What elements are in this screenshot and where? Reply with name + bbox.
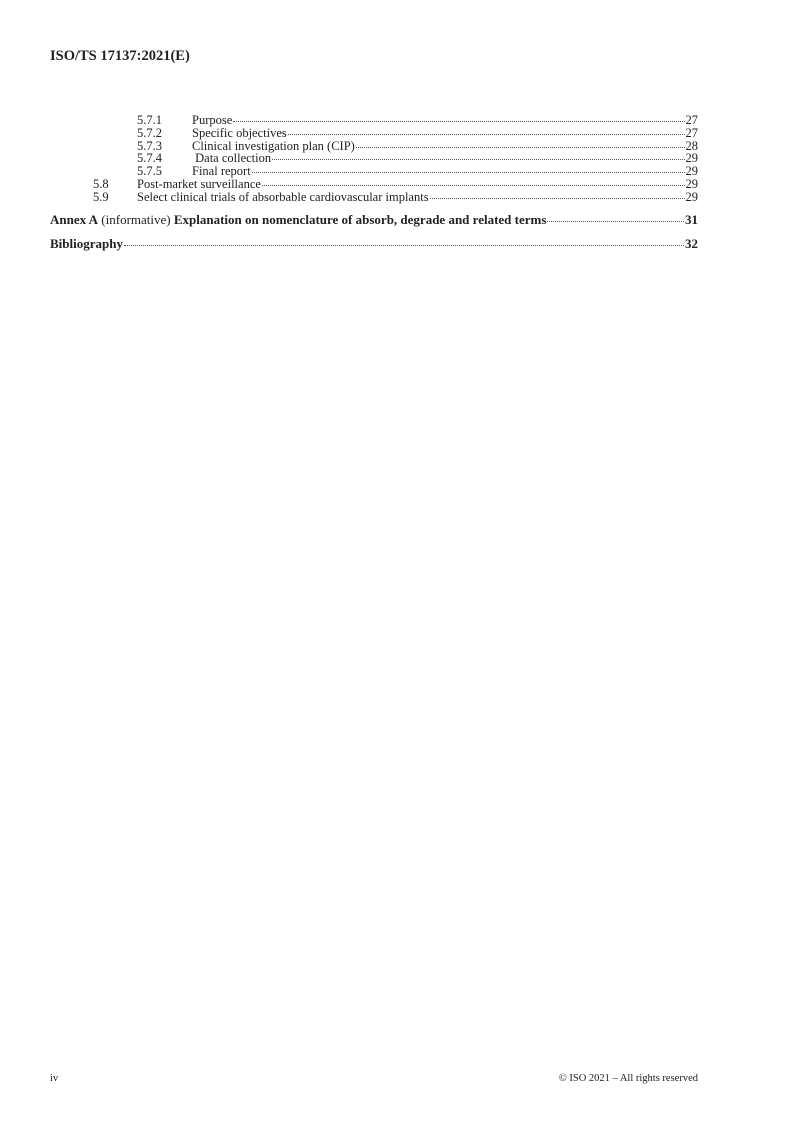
- page-footer: [50, 1073, 698, 1084]
- toc-number: 5.9: [93, 189, 109, 204]
- toc-page: 27: [685, 113, 698, 127]
- toc-number: 5.7.4: [137, 151, 162, 166]
- toc-page: 29: [685, 151, 698, 166]
- toc-entry-bibliography[interactable]: [50, 234, 698, 254]
- document-id-header: ISO/TS 17137:2021(E): [50, 48, 190, 64]
- toc-entry[interactable]: [50, 178, 698, 191]
- toc-title: Clinical investigation plan (CIP): [192, 138, 355, 153]
- table-of-contents: [50, 114, 698, 254]
- toc-title: Purpose: [192, 113, 233, 127]
- toc-page: 32: [685, 235, 698, 251]
- toc-entry[interactable]: [50, 127, 698, 140]
- annex-title: Explanation on nomenclature of absorb, degrade and related terms: [173, 211, 547, 227]
- toc-number: 5.7.5: [137, 164, 162, 179]
- bibliography-title: Bibliography: [50, 235, 123, 251]
- toc-title: Data collection: [192, 151, 272, 166]
- toc-title: Specific objectives: [192, 125, 287, 140]
- toc-entry-annex-a[interactable]: [50, 210, 698, 230]
- toc-number: 5.8: [93, 176, 109, 191]
- copyright-notice: © ISO 2021 – All rights reserved: [558, 1073, 698, 1084]
- toc-page: 28: [685, 138, 698, 153]
- toc-number: 5.7.3: [137, 138, 162, 153]
- toc-title: Select clinical trials of absorbable cardiovascular implants: [137, 189, 429, 204]
- toc-number: 5.7.1: [137, 113, 162, 127]
- leader-dots: [430, 198, 685, 199]
- page-number: iv: [50, 1073, 59, 1084]
- annex-label: Annex A: [50, 211, 99, 227]
- toc-page: 29: [685, 176, 698, 191]
- toc-title: Final report: [192, 164, 251, 179]
- toc-page: 29: [685, 164, 698, 179]
- leader-dots: [124, 245, 684, 246]
- toc-page: 29: [685, 189, 698, 204]
- leader-dots: [262, 185, 685, 186]
- leader-dots: [288, 134, 685, 135]
- toc-page: 27: [685, 125, 698, 140]
- toc-page: 31: [685, 211, 698, 227]
- leader-dots: [272, 159, 684, 160]
- toc-number: 5.7.2: [137, 125, 162, 140]
- leader-dots: [356, 147, 685, 148]
- toc-entry[interactable]: [50, 191, 698, 204]
- toc-title: Post-market surveillance: [137, 176, 261, 191]
- leader-dots: [233, 121, 684, 122]
- annex-qualifier: (informative): [101, 211, 171, 227]
- leader-dots: [547, 221, 684, 222]
- leader-dots: [252, 172, 685, 173]
- toc-entry[interactable]: [50, 114, 698, 127]
